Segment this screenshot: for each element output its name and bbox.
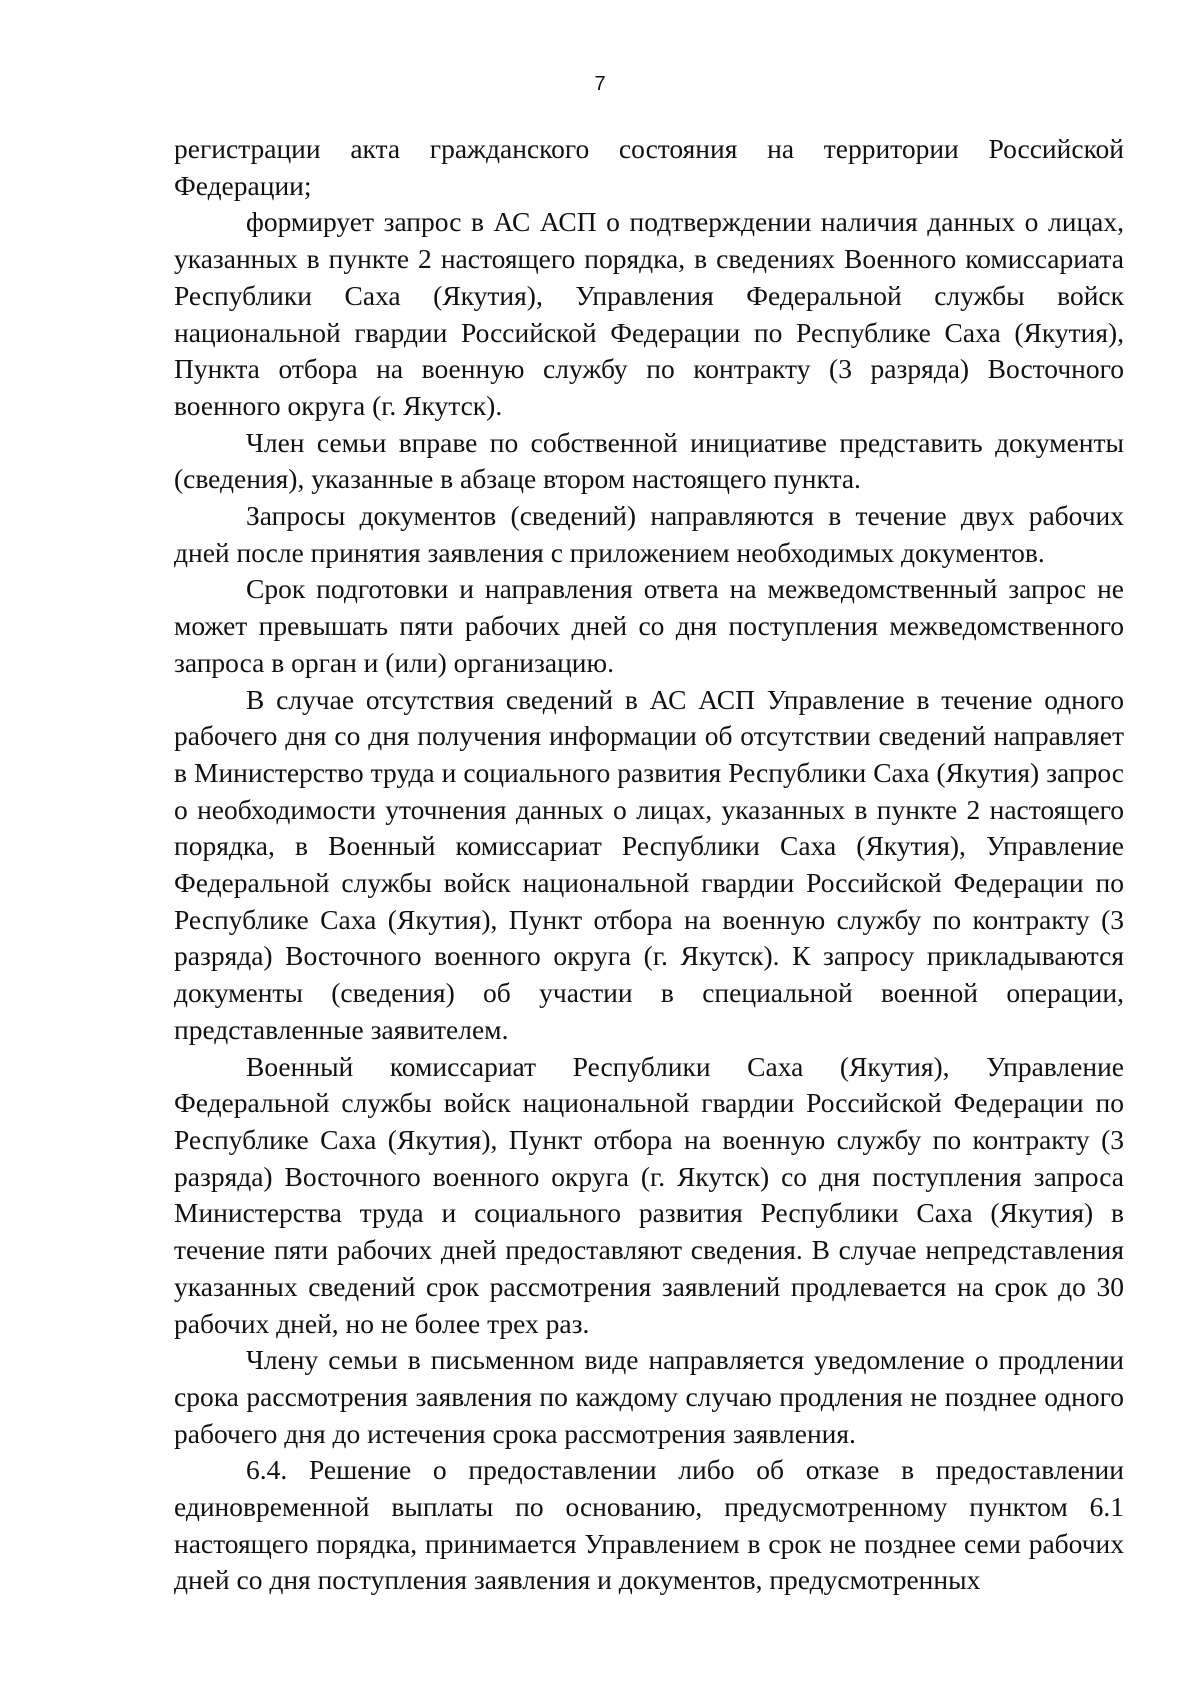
paragraph-request-formation: формирует запрос в АС АСП о подтверждении наличия данных о лицах, указанных в пункте 2 настоящего порядка, в сведениях Военного комиссариата Республики Саха (Якутия), Управления Федеральной службы войск национальной гвардии Российской Федерации по Республике Саха (Якутия), Пункта отбора на военную службу по контракту (3 разряда) Восточного военного округа (г. Якутск). xyxy=(174,206,1124,421)
paragraph-extension-notice: Члену семьи в письменном виде направляется уведомление о продлении срока рассмотрения заявления по каждому случаю продления не позднее одного рабочего дня до истечения срока рассмотрения заявления. xyxy=(174,1344,1124,1449)
document-body xyxy=(174,131,1124,1599)
paragraph-response-deadline: Срок подготовки и направления ответа на межведомственный запрос не может превышать пяти рабочих дней со дня поступления межведомственного запроса в орган и (или) организацию. xyxy=(174,573,1124,678)
paragraph-missing-data: В случае отсутствия сведений в АС АСП Управление в течение одного рабочего дня со дня получения информации об отсутствии сведений направляет в Министерство труда и социального развития Республики Саха (Якутия) запрос о необходимости уточнения данных о лицах, указанных в пункте 2 настоящего порядка, в Военный комиссариат Республики Саха (Якутия), Управление Федеральной службы войск национальной гвардии Российской Федерации по Республике Саха (Якутия), Пункт отбора на военную службу по контракту (3 разряда) Восточного военного округа (г. Якутск). К запросу прикладываются документы (сведения) об участии в специальной военной операции, представленные заявителем. xyxy=(174,683,1124,1045)
page-number: 7 xyxy=(594,73,606,95)
paragraph-family-member-right: Член семьи вправе по собственной инициативе представить документы (сведения), указанные в абзаце втором настоящего пункта. xyxy=(174,426,1124,495)
paragraph-registration-continuation: регистрации акта гражданского состояния на территории Российской Федерации; xyxy=(174,133,1124,201)
paragraph-request-deadline: Запросы документов (сведений) направляются в течение двух рабочих дней после принятия заявления с приложением необходимых документов. xyxy=(174,500,1124,568)
paragraph-decision-6-4: 6.4. Решение о предоставлении либо об отказе в предоставлении единовременной выплаты по основанию, предусмотренному пунктом 6.1 настоящего порядка, принимается Управлением в срок не позднее семи рабочих дней со дня поступления заявления и документов, предусмотренных xyxy=(174,1454,1124,1596)
paragraph-agency-response: Военный комиссариат Республики Саха (Якутия), Управление Федеральной службы войск национальной гвардии Российской Федерации по Республике Саха (Якутия), Пункт отбора на военную службу по контракту (3 разряда) Восточного военного округа (г. Якутск) со дня поступления запроса Министерства труда и социального развития Республики Саха (Якутия) в течение пяти рабочих дней предоставляют сведения. В случае непредставления указанных сведений срок рассмотрения заявлений продлевается на срок до 30 рабочих дней, но не более трех раз. xyxy=(174,1050,1124,1339)
